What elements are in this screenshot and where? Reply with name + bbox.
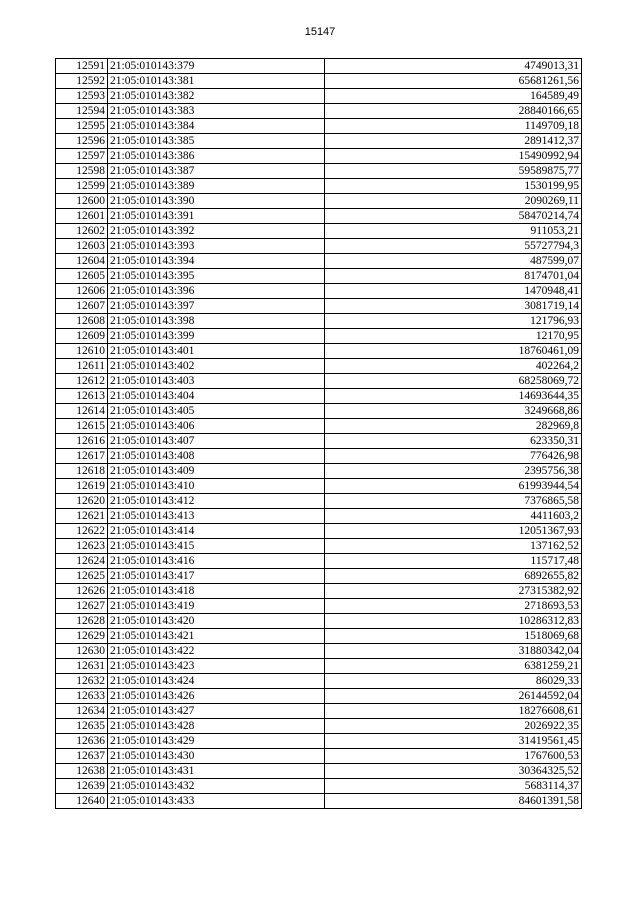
- cadastral-number-cell: 21:05:010143:414: [108, 524, 325, 539]
- row-number-cell: 12622: [56, 524, 108, 539]
- cadastral-number-cell: 21:05:010143:433: [108, 794, 325, 809]
- cadastral-value-cell: 911053,21: [325, 224, 582, 239]
- table-row: [56, 779, 582, 794]
- cadastral-value-cell: 2090269,11: [325, 194, 582, 209]
- cadastral-value-cell: 164589,49: [325, 89, 582, 104]
- cadastral-value-cell: 65681261,56: [325, 74, 582, 89]
- cadastral-number-cell: 21:05:010143:416: [108, 554, 325, 569]
- table-row: [56, 314, 582, 329]
- cadastral-value-cell: 31419561,45: [325, 734, 582, 749]
- table-row: [56, 479, 582, 494]
- cadastral-number-cell: 21:05:010143:430: [108, 749, 325, 764]
- row-number-cell: 12637: [56, 749, 108, 764]
- cadastral-number-cell: 21:05:010143:422: [108, 644, 325, 659]
- cadastral-value-cell: 30364325,52: [325, 764, 582, 779]
- cadastral-number-cell: 21:05:010143:393: [108, 239, 325, 254]
- row-number-cell: 12628: [56, 614, 108, 629]
- cadastral-value-cell: 14693644,35: [325, 389, 582, 404]
- row-number-cell: 12594: [56, 104, 108, 119]
- cadastral-number-cell: 21:05:010143:408: [108, 449, 325, 464]
- cadastral-value-cell: 1530199,95: [325, 179, 582, 194]
- row-number-cell: 12596: [56, 134, 108, 149]
- cadastral-value-cell: 2026922,35: [325, 719, 582, 734]
- cadastral-value-cell: 1470948,41: [325, 284, 582, 299]
- table-row: [56, 554, 582, 569]
- table-row: [56, 524, 582, 539]
- row-number-cell: 12603: [56, 239, 108, 254]
- table-row: [56, 389, 582, 404]
- cadastral-value-cell: 15490992,94: [325, 149, 582, 164]
- table-row: [56, 194, 582, 209]
- cadastral-value-cell: 8174701,04: [325, 269, 582, 284]
- table-row: [56, 284, 582, 299]
- table-row: [56, 494, 582, 509]
- row-number-cell: 12612: [56, 374, 108, 389]
- row-number-cell: 12615: [56, 419, 108, 434]
- cadastral-number-cell: 21:05:010143:413: [108, 509, 325, 524]
- row-number-cell: 12611: [56, 359, 108, 374]
- cadastral-number-cell: 21:05:010143:426: [108, 689, 325, 704]
- table-row: [56, 419, 582, 434]
- cadastral-number-cell: 21:05:010143:382: [108, 89, 325, 104]
- cadastral-number-cell: 21:05:010143:427: [108, 704, 325, 719]
- cadastral-number-cell: 21:05:010143:383: [108, 104, 325, 119]
- row-number-cell: 12597: [56, 149, 108, 164]
- cadastral-number-cell: 21:05:010143:403: [108, 374, 325, 389]
- cadastral-value-cell: 12170,95: [325, 329, 582, 344]
- row-number-cell: 12627: [56, 599, 108, 614]
- row-number-cell: 12630: [56, 644, 108, 659]
- page-number: 15147: [304, 26, 336, 38]
- table-row: [56, 104, 582, 119]
- row-number-cell: 12640: [56, 794, 108, 809]
- cadastral-value-cell: 6892655,82: [325, 569, 582, 584]
- cadastral-number-cell: 21:05:010143:429: [108, 734, 325, 749]
- row-number-cell: 12604: [56, 254, 108, 269]
- cadastral-number-cell: 21:05:010143:401: [108, 344, 325, 359]
- cadastral-value-cell: 61993944,54: [325, 479, 582, 494]
- row-number-cell: 12610: [56, 344, 108, 359]
- cadastral-number-cell: 21:05:010143:423: [108, 659, 325, 674]
- table-row: [56, 179, 582, 194]
- cadastral-number-cell: 21:05:010143:385: [108, 134, 325, 149]
- cadastral-value-cell: 6381259,21: [325, 659, 582, 674]
- cadastral-number-cell: 21:05:010143:397: [108, 299, 325, 314]
- row-number-cell: 12636: [56, 734, 108, 749]
- table-row: [56, 89, 582, 104]
- cadastral-value-cell: 282969,8: [325, 419, 582, 434]
- table-row: [56, 599, 582, 614]
- row-number-cell: 12609: [56, 329, 108, 344]
- row-number-cell: 12631: [56, 659, 108, 674]
- row-number-cell: 12601: [56, 209, 108, 224]
- cadastral-number-cell: 21:05:010143:379: [108, 59, 325, 74]
- table-row: [56, 749, 582, 764]
- cadastral-number-cell: 21:05:010143:419: [108, 599, 325, 614]
- row-number-cell: 12605: [56, 269, 108, 284]
- table-row: [56, 614, 582, 629]
- row-number-cell: 12639: [56, 779, 108, 794]
- row-number-cell: 12626: [56, 584, 108, 599]
- row-number-cell: 12607: [56, 299, 108, 314]
- cadastral-value-cell: 115717,48: [325, 554, 582, 569]
- table-row: [56, 449, 582, 464]
- table-row: [56, 239, 582, 254]
- cadastral-number-cell: 21:05:010143:421: [108, 629, 325, 644]
- cadastral-number-cell: 21:05:010143:407: [108, 434, 325, 449]
- cadastral-value-cell: 12051367,93: [325, 524, 582, 539]
- row-number-cell: 12629: [56, 629, 108, 644]
- table-row: [56, 539, 582, 554]
- cadastral-value-cell: 5683114,37: [325, 779, 582, 794]
- cadastral-value-cell: 3081719,14: [325, 299, 582, 314]
- row-number-cell: 12624: [56, 554, 108, 569]
- table-row: [56, 224, 582, 239]
- cadastral-value-cell: 10286312,83: [325, 614, 582, 629]
- row-number-cell: 12591: [56, 59, 108, 74]
- row-number-cell: 12638: [56, 764, 108, 779]
- cadastral-value-cell: 84601391,58: [325, 794, 582, 809]
- cadastral-number-cell: 21:05:010143:399: [108, 329, 325, 344]
- cadastral-number-cell: 21:05:010143:412: [108, 494, 325, 509]
- row-number-cell: 12602: [56, 224, 108, 239]
- table-row: [56, 164, 582, 179]
- table-row: [56, 74, 582, 89]
- cadastral-number-cell: 21:05:010143:420: [108, 614, 325, 629]
- row-number-cell: 12617: [56, 449, 108, 464]
- table-row: [56, 719, 582, 734]
- table-row: [56, 59, 582, 74]
- cadastral-value-cell: 402264,2: [325, 359, 582, 374]
- table-row: [56, 329, 582, 344]
- cadastral-number-cell: 21:05:010143:381: [108, 74, 325, 89]
- table-row: [56, 119, 582, 134]
- cadastral-value-cell: 1767600,53: [325, 749, 582, 764]
- cadastral-value-cell: 3249668,86: [325, 404, 582, 419]
- row-number-cell: 12625: [56, 569, 108, 584]
- table-row: [56, 464, 582, 479]
- cadastral-value-cell: 137162,52: [325, 539, 582, 554]
- cadastral-number-cell: 21:05:010143:394: [108, 254, 325, 269]
- row-number-cell: 12600: [56, 194, 108, 209]
- cadastral-number-cell: 21:05:010143:390: [108, 194, 325, 209]
- cadastral-number-cell: 21:05:010143:395: [108, 269, 325, 284]
- cadastral-value-cell: 1149709,18: [325, 119, 582, 134]
- cadastral-value-cell: 68258069,72: [325, 374, 582, 389]
- cadastral-value-table: [55, 58, 582, 809]
- table-row: [56, 644, 582, 659]
- cadastral-value-cell: 18760461,09: [325, 344, 582, 359]
- table-row: [56, 659, 582, 674]
- cadastral-value-cell: 4411603,2: [325, 509, 582, 524]
- cadastral-number-cell: 21:05:010143:405: [108, 404, 325, 419]
- cadastral-value-cell: 59589875,77: [325, 164, 582, 179]
- table-row: [56, 629, 582, 644]
- row-number-cell: 12635: [56, 719, 108, 734]
- row-number-cell: 12595: [56, 119, 108, 134]
- cadastral-value-cell: 58470214,74: [325, 209, 582, 224]
- table-row: [56, 689, 582, 704]
- cadastral-number-cell: 21:05:010143:398: [108, 314, 325, 329]
- cadastral-value-cell: 26144592,04: [325, 689, 582, 704]
- row-number-cell: 12593: [56, 89, 108, 104]
- cadastral-number-cell: 21:05:010143:389: [108, 179, 325, 194]
- cadastral-value-cell: 86029,33: [325, 674, 582, 689]
- table-row: [56, 254, 582, 269]
- cadastral-number-cell: 21:05:010143:384: [108, 119, 325, 134]
- cadastral-value-cell: 2891412,37: [325, 134, 582, 149]
- row-number-cell: 12606: [56, 284, 108, 299]
- row-number-cell: 12598: [56, 164, 108, 179]
- cadastral-value-cell: 7376865,58: [325, 494, 582, 509]
- cadastral-value-cell: 487599,07: [325, 254, 582, 269]
- table-row: [56, 569, 582, 584]
- cadastral-number-cell: 21:05:010143:386: [108, 149, 325, 164]
- row-number-cell: 12614: [56, 404, 108, 419]
- table-row: [56, 269, 582, 284]
- cadastral-value-cell: 27315382,92: [325, 584, 582, 599]
- table-row: [56, 299, 582, 314]
- row-number-cell: 12632: [56, 674, 108, 689]
- row-number-cell: 12621: [56, 509, 108, 524]
- cadastral-number-cell: 21:05:010143:404: [108, 389, 325, 404]
- row-number-cell: 12599: [56, 179, 108, 194]
- table-row: [56, 434, 582, 449]
- row-number-cell: 12592: [56, 74, 108, 89]
- table-row: [56, 509, 582, 524]
- table-row: [56, 674, 582, 689]
- cadastral-value-cell: 31880342,04: [325, 644, 582, 659]
- cadastral-value-cell: 623350,31: [325, 434, 582, 449]
- table-row: [56, 584, 582, 599]
- cadastral-number-cell: 21:05:010143:410: [108, 479, 325, 494]
- row-number-cell: 12619: [56, 479, 108, 494]
- table-row: [56, 764, 582, 779]
- cadastral-number-cell: 21:05:010143:417: [108, 569, 325, 584]
- cadastral-number-cell: 21:05:010143:409: [108, 464, 325, 479]
- row-number-cell: 12620: [56, 494, 108, 509]
- row-number-cell: 12633: [56, 689, 108, 704]
- row-number-cell: 12618: [56, 464, 108, 479]
- row-number-cell: 12623: [56, 539, 108, 554]
- cadastral-value-cell: 55727794,3: [325, 239, 582, 254]
- row-number-cell: 12608: [56, 314, 108, 329]
- row-number-cell: 12616: [56, 434, 108, 449]
- table-row: [56, 209, 582, 224]
- cadastral-number-cell: 21:05:010143:424: [108, 674, 325, 689]
- cadastral-number-cell: 21:05:010143:432: [108, 779, 325, 794]
- cadastral-value-cell: 4749013,31: [325, 59, 582, 74]
- cadastral-number-cell: 21:05:010143:402: [108, 359, 325, 374]
- table-row: [56, 704, 582, 719]
- table-row: [56, 149, 582, 164]
- cadastral-number-cell: 21:05:010143:428: [108, 719, 325, 734]
- table-row: [56, 734, 582, 749]
- table-row: [56, 404, 582, 419]
- cadastral-value-cell: 2718693,53: [325, 599, 582, 614]
- cadastral-value-cell: 121796,93: [325, 314, 582, 329]
- table-body: [56, 59, 582, 809]
- cadastral-number-cell: 21:05:010143:415: [108, 539, 325, 554]
- table-row: [56, 794, 582, 809]
- table-row: [56, 344, 582, 359]
- cadastral-value-cell: 28840166,65: [325, 104, 582, 119]
- cadastral-number-cell: 21:05:010143:391: [108, 209, 325, 224]
- table-row: [56, 134, 582, 149]
- cadastral-number-cell: 21:05:010143:392: [108, 224, 325, 239]
- cadastral-value-cell: 2395756,38: [325, 464, 582, 479]
- cadastral-number-cell: 21:05:010143:431: [108, 764, 325, 779]
- row-number-cell: 12634: [56, 704, 108, 719]
- cadastral-value-cell: 18276608,61: [325, 704, 582, 719]
- table-row: [56, 359, 582, 374]
- cadastral-number-cell: 21:05:010143:387: [108, 164, 325, 179]
- cadastral-number-cell: 21:05:010143:418: [108, 584, 325, 599]
- cadastral-value-cell: 1518069,68: [325, 629, 582, 644]
- cadastral-number-cell: 21:05:010143:406: [108, 419, 325, 434]
- row-number-cell: 12613: [56, 389, 108, 404]
- cadastral-value-cell: 776426,98: [325, 449, 582, 464]
- table-row: [56, 374, 582, 389]
- cadastral-number-cell: 21:05:010143:396: [108, 284, 325, 299]
